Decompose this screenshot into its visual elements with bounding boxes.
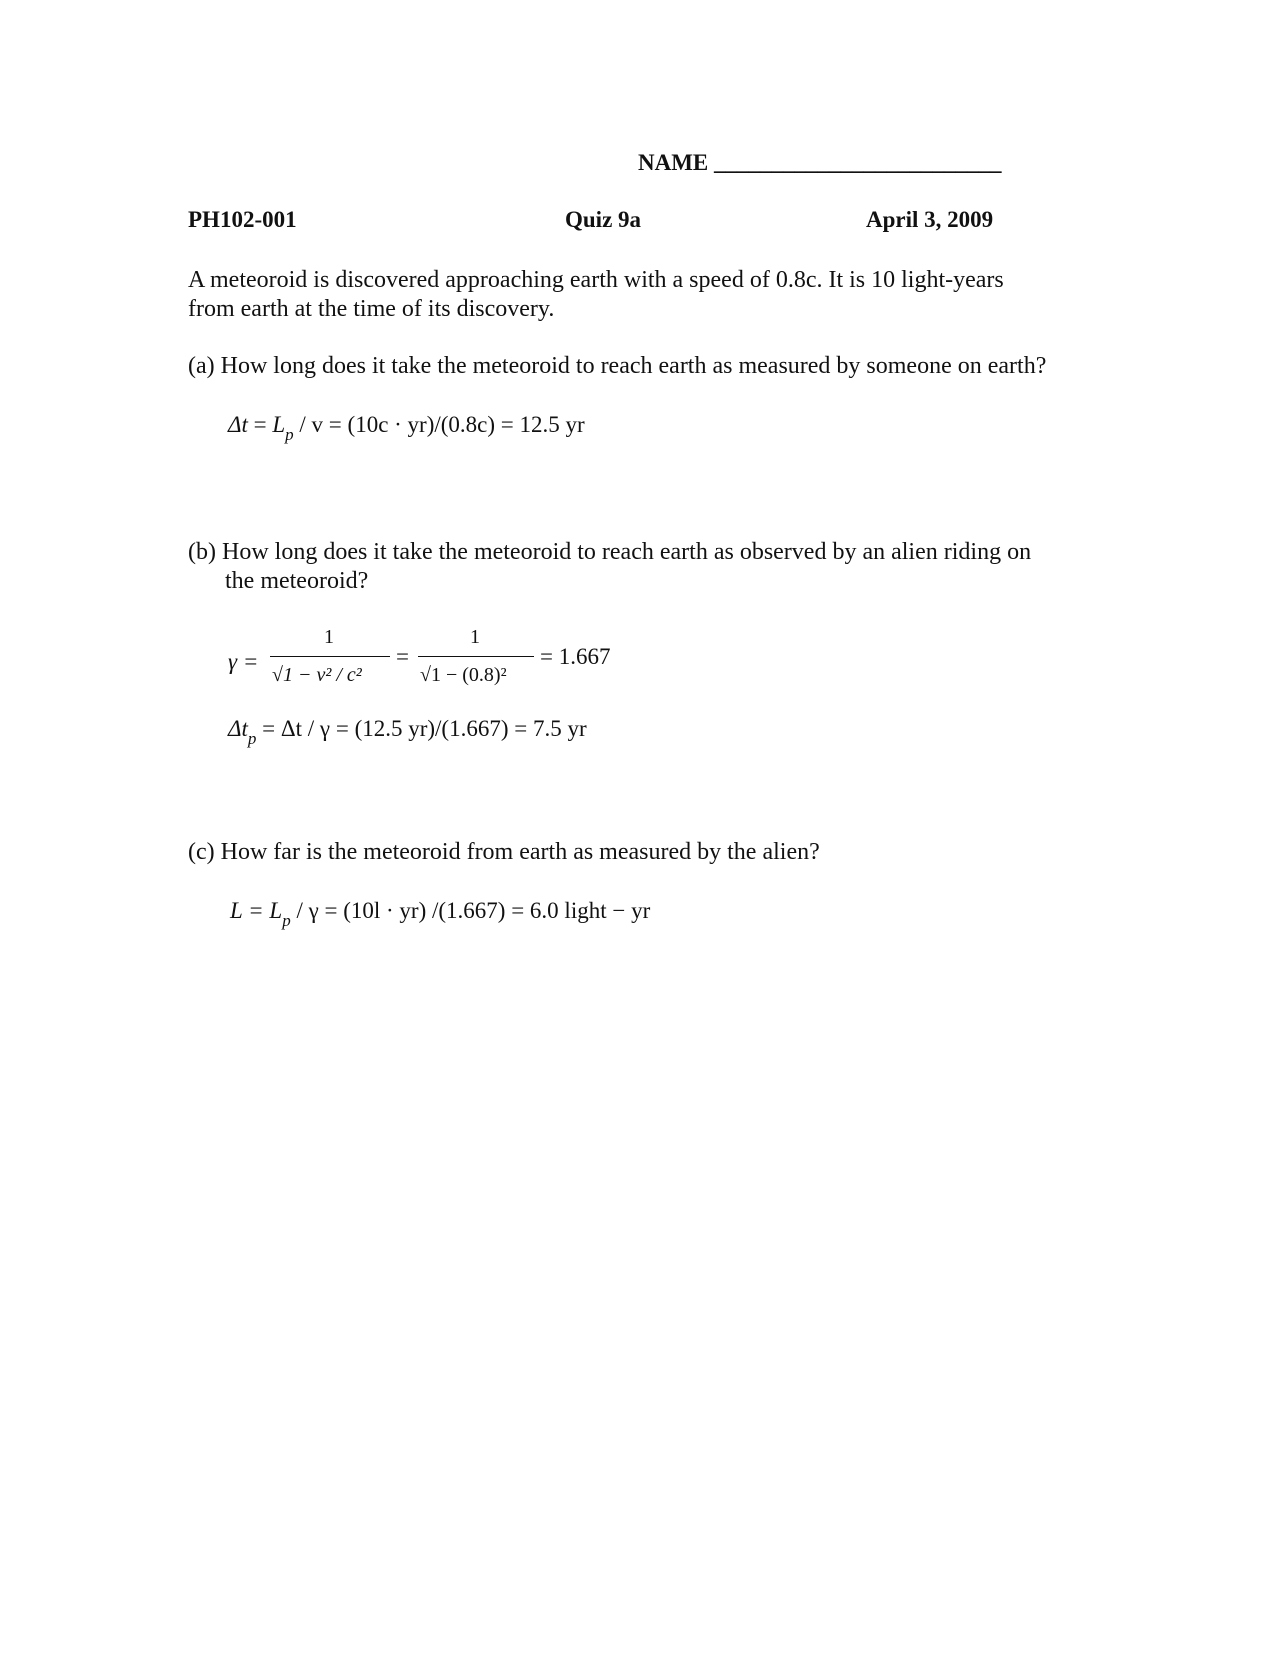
intro-line-1: A meteoroid is discovered approaching earth with a speed of 0.8c. It is 10 light-years bbox=[188, 267, 1004, 293]
equals-sign: = bbox=[247, 412, 273, 437]
length-equation-start: L = L bbox=[230, 898, 283, 923]
part-b-text-line-1: How long does it take the meteoroid to reach earth as observed by an alien riding on bbox=[221, 539, 1032, 565]
part-b-question bbox=[188, 538, 1118, 596]
part-c-equation-rest: / γ = (10l · yr) /(1.667) = 6.0 light − yr bbox=[290, 898, 651, 923]
intro-paragraph bbox=[188, 266, 1088, 324]
part-a-question bbox=[188, 352, 1118, 381]
part-a-equation bbox=[228, 412, 585, 444]
part-b-text-line-2: the meteoroid? bbox=[225, 568, 369, 594]
part-c-question bbox=[188, 838, 1118, 867]
intro-line-2: from earth at the time of its discovery. bbox=[188, 296, 555, 322]
numerator-1: 1 bbox=[324, 626, 334, 648]
equals-mid: = bbox=[396, 644, 409, 669]
delta-t-symbol: Δt bbox=[228, 716, 248, 741]
gamma-result: = 1.667 bbox=[540, 644, 611, 669]
proper-time-equation bbox=[228, 716, 587, 748]
gamma-symbol: γ = bbox=[228, 649, 259, 674]
part-a-equation-rest: / v = (10c · yr)/(0.8c) = 12.5 yr bbox=[293, 412, 585, 437]
part-a-text: How long does it take the meteoroid to reach earth as measured by someone on earth? bbox=[220, 353, 1047, 379]
length-symbol: L bbox=[272, 412, 286, 437]
gamma-equation bbox=[228, 622, 648, 702]
course-code: PH102-001 bbox=[188, 207, 297, 232]
part-c-equation bbox=[230, 898, 651, 930]
proper-time-equation-rest: = Δt / γ = (12.5 yr)/(1.667) = 7.5 yr bbox=[256, 716, 587, 741]
denominator-1: √1 − v² / c² bbox=[272, 664, 362, 686]
quiz-date: April 3, 2009 bbox=[866, 207, 994, 232]
part-b-label: (b) bbox=[188, 539, 216, 565]
quiz-title: Quiz 9a bbox=[565, 207, 642, 232]
name-field bbox=[638, 150, 1002, 176]
proper-subscript: p bbox=[282, 911, 291, 930]
denominator-2: √1 − (0.8)² bbox=[420, 664, 507, 686]
part-c-text: How far is the meteoroid from earth as measured by the alien? bbox=[220, 839, 820, 865]
fraction-bar-2 bbox=[418, 656, 534, 657]
part-c-label: (c) bbox=[188, 839, 215, 865]
fraction-bar-1 bbox=[270, 656, 390, 657]
proper-subscript: p bbox=[247, 729, 257, 748]
part-a-label: (a) bbox=[188, 353, 215, 379]
proper-subscript: p bbox=[285, 425, 294, 444]
name-label: NAME bbox=[638, 150, 709, 175]
numerator-2: 1 bbox=[470, 626, 480, 648]
delta-t-symbol: Δt bbox=[228, 412, 248, 437]
name-blank: _________________________ bbox=[714, 150, 1002, 175]
